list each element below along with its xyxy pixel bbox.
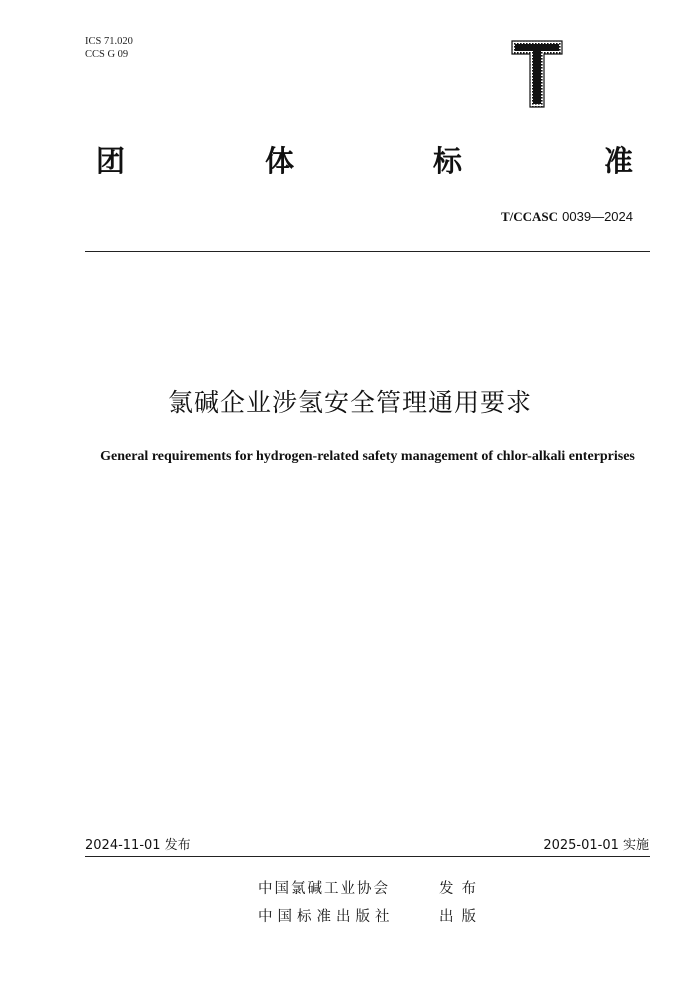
category-char-3: 标 <box>433 144 463 178</box>
category-char-4: 准 <box>604 144 634 178</box>
publisher-name-1: 中国氯碱工业协会 <box>258 881 390 897</box>
ccs-code: CCS G 09 <box>85 49 129 60</box>
standard-t-logo <box>511 40 563 108</box>
publish-date: 2024-11-01 发布 <box>85 838 191 853</box>
effective-date: 2025-01-01 实施 <box>543 838 649 853</box>
title-chinese: 氯碱企业涉氢安全管理通用要求 <box>167 388 532 417</box>
publisher-name-2: 中国标准出版社 <box>258 909 395 925</box>
top-divider <box>85 251 650 252</box>
category-char-2: 体 <box>265 144 295 178</box>
ics-code: ICS 71.020 <box>85 36 133 47</box>
publisher-role-1: 发布 <box>439 881 484 897</box>
publisher-role-2: 出版 <box>439 909 484 925</box>
title-english: General requirements for hydrogen-related safety management of chlor-alkali enterprises <box>100 449 635 464</box>
bottom-divider <box>85 856 650 857</box>
standard-code <box>501 209 633 225</box>
standard-code-prefix: T/CCASC <box>500 209 559 224</box>
category-char-1: 团 <box>96 144 126 178</box>
classification-codes <box>85 35 133 61</box>
standard-code-number: 0039—2024 <box>562 209 633 224</box>
